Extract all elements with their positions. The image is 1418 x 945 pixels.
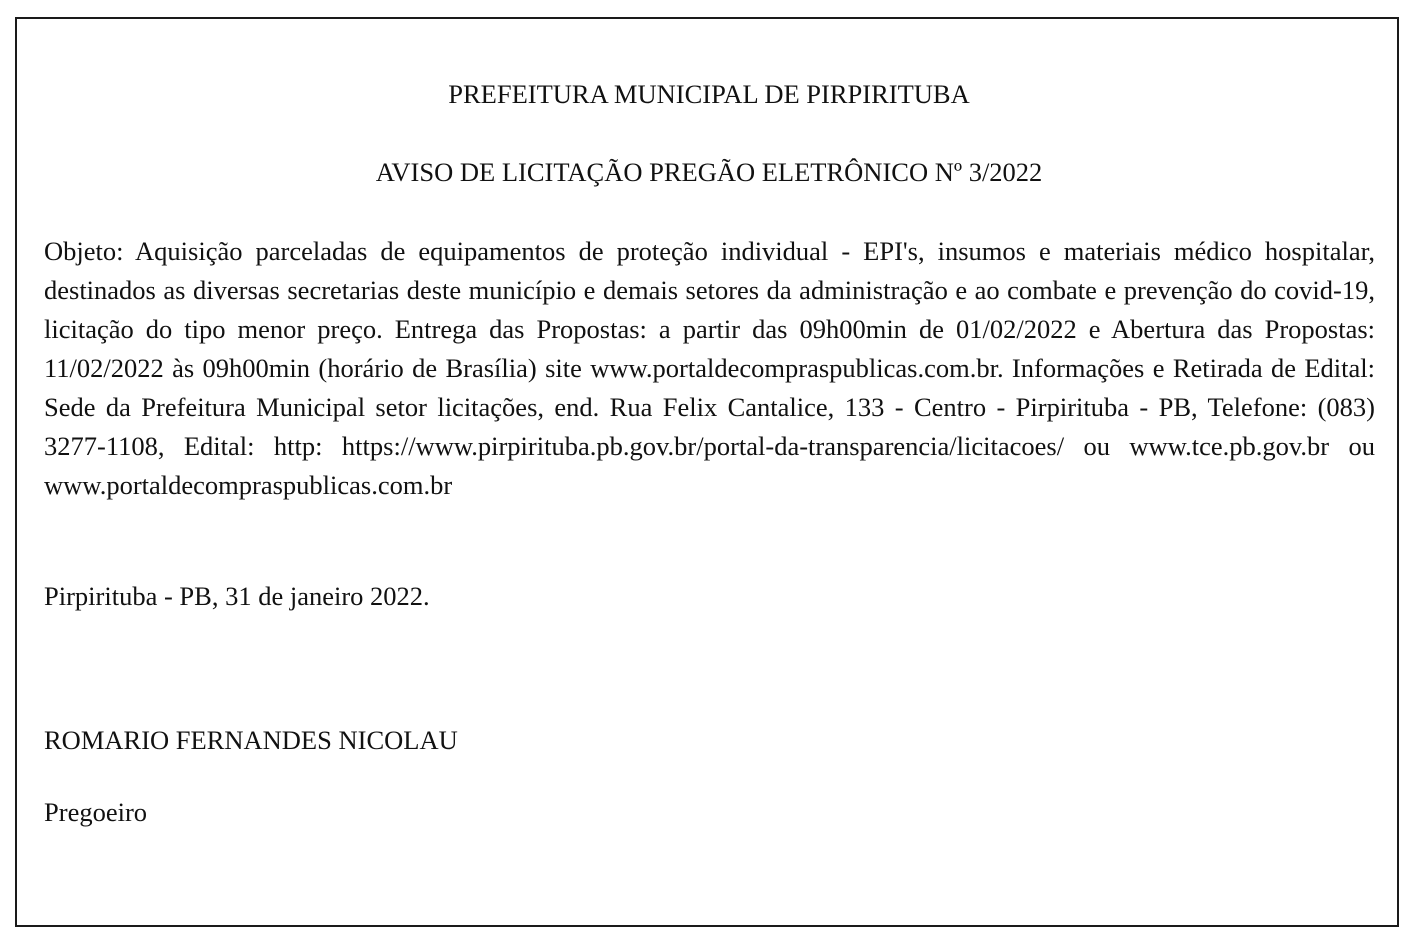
signer-name: ROMARIO FERNANDES NICOLAU: [44, 725, 458, 755]
notice-subtitle: AVISO DE LICITAÇÃO PREGÃO ELETRÔNICO Nº 3/2022: [375, 157, 1043, 187]
notice-body: Objeto: Aquisição parceladas de equipamentos de proteção individual - EPI's, insumos e materiais médico hospitalar, destinados as diversas secretarias deste município e demais setores da administração e ao combate e prevenção do covid-19, licitação do tipo menor preço. Entrega das Propostas: a partir das 09h00min de 01/02/2022 e Abertura das Propostas: 11/02/2022 às 09h00min (horário de Brasília) site www.portaldecompraspublicas.com.br. Informações e Retirada de Edital: Sede da Prefeitura Municipal setor licitações, end. Rua Felix Cantalice, 133 - Centro - Pirpirituba - PB, Telefone: (083) 3277-1108, Edital: http: https://www.pirpirituba.pb.gov.br/portal-da-transparencia/licitacoes/ ou www.tce.pb.gov.br ou www.portaldecompraspublicas.com.br: [44, 236, 1375, 500]
signer-role: Pregoeiro: [44, 797, 148, 827]
place-date: Pirpirituba - PB, 31 de janeiro 2022.: [44, 581, 430, 611]
page-title: PREFEITURA MUNICIPAL DE PIRPIRITUBA: [448, 79, 970, 109]
